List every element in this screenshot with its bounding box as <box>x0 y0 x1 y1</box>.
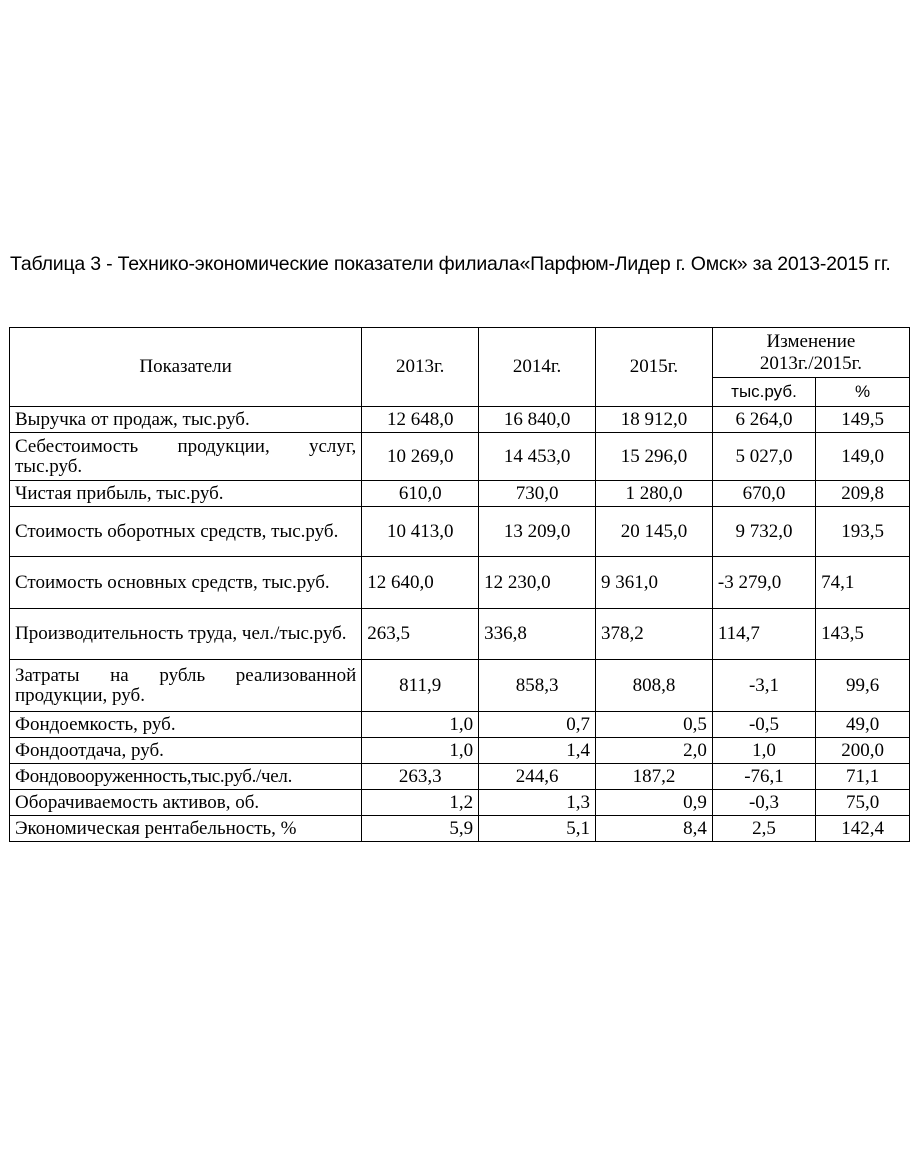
cell-change-pct: 74,1 <box>816 557 910 609</box>
table-row <box>10 507 910 557</box>
cell-2015: 8,4 <box>596 816 713 842</box>
cell-2014: 730,0 <box>479 481 596 507</box>
cell-change-abs: -3,1 <box>712 660 815 712</box>
cell-change-pct: 99,6 <box>816 660 910 712</box>
table-row <box>10 609 910 660</box>
cell-change-abs: -0,3 <box>712 790 815 816</box>
cell-2014: 1,4 <box>479 738 596 764</box>
row-name: Оборачиваемость активов, об. <box>10 790 362 816</box>
row-name: Чистая прибыль, тыс.руб. <box>10 481 362 507</box>
header-change-abs: тыс.руб. <box>712 378 815 407</box>
cell-2015: 0,5 <box>596 712 713 738</box>
cell-change-abs: -76,1 <box>712 764 815 790</box>
row-name: Себестоимость продукции, услуг, тыс.руб. <box>10 433 362 481</box>
cell-2015: 2,0 <box>596 738 713 764</box>
cell-2014: 1,3 <box>479 790 596 816</box>
cell-change-abs: 2,5 <box>712 816 815 842</box>
cell-2014: 0,7 <box>479 712 596 738</box>
cell-2015: 808,8 <box>596 660 713 712</box>
cell-2013: 263,5 <box>362 609 479 660</box>
cell-2013: 811,9 <box>362 660 479 712</box>
table-row <box>10 481 910 507</box>
cell-change-pct: 143,5 <box>816 609 910 660</box>
header-2014: 2014г. <box>479 328 596 407</box>
indicators-table <box>9 327 910 842</box>
cell-2014: 5,1 <box>479 816 596 842</box>
table-row <box>10 407 910 433</box>
cell-change-abs: -0,5 <box>712 712 815 738</box>
header-change-line1: Изменение <box>766 330 856 352</box>
row-name: Фондоемкость, руб. <box>10 712 362 738</box>
cell-2013: 12 640,0 <box>362 557 479 609</box>
cell-2013: 12 648,0 <box>362 407 479 433</box>
table-row <box>10 557 910 609</box>
cell-change-abs: 670,0 <box>712 481 815 507</box>
cell-2014: 858,3 <box>479 660 596 712</box>
table-row <box>10 790 910 816</box>
cell-2013: 610,0 <box>362 481 479 507</box>
row-name: Стоимость основных средств, тыс.руб. <box>10 557 362 609</box>
cell-2014: 12 230,0 <box>479 557 596 609</box>
cell-2015: 378,2 <box>596 609 713 660</box>
row-name: Выручка от продаж, тыс.руб. <box>10 407 362 433</box>
cell-change-abs: 1,0 <box>712 738 815 764</box>
header-2013: 2013г. <box>362 328 479 407</box>
cell-2013: 5,9 <box>362 816 479 842</box>
cell-change-pct: 142,4 <box>816 816 910 842</box>
cell-2013: 1,2 <box>362 790 479 816</box>
cell-change-abs: 5 027,0 <box>712 433 815 481</box>
cell-change-abs: 9 732,0 <box>712 507 815 557</box>
header-2015: 2015г. <box>596 328 713 407</box>
cell-2014: 16 840,0 <box>479 407 596 433</box>
cell-2015: 18 912,0 <box>596 407 713 433</box>
cell-2014: 14 453,0 <box>479 433 596 481</box>
cell-2015: 0,9 <box>596 790 713 816</box>
table-row <box>10 816 910 842</box>
cell-change-pct: 200,0 <box>816 738 910 764</box>
cell-change-abs: 6 264,0 <box>712 407 815 433</box>
cell-change-pct: 149,0 <box>816 433 910 481</box>
header-indicator: Показатели <box>10 328 362 407</box>
cell-change-pct: 149,5 <box>816 407 910 433</box>
cell-2015: 1 280,0 <box>596 481 713 507</box>
cell-2013: 1,0 <box>362 738 479 764</box>
cell-2013: 10 269,0 <box>362 433 479 481</box>
table-row <box>10 433 910 481</box>
cell-2013: 1,0 <box>362 712 479 738</box>
cell-2014: 13 209,0 <box>479 507 596 557</box>
row-name: Производительность труда, чел./тыс.руб. <box>10 609 362 660</box>
cell-change-pct: 75,0 <box>816 790 910 816</box>
row-name: Затраты на рубль реализованной продукции, руб. <box>10 660 362 712</box>
table-row <box>10 764 910 790</box>
cell-2014: 244,6 <box>479 764 596 790</box>
table-row <box>10 738 910 764</box>
cell-change-pct: 193,5 <box>816 507 910 557</box>
cell-change-pct: 209,8 <box>816 481 910 507</box>
cell-2015: 187,2 <box>596 764 713 790</box>
table-row <box>10 660 910 712</box>
row-name: Фондоотдача, руб. <box>10 738 362 764</box>
cell-2013: 10 413,0 <box>362 507 479 557</box>
cell-change-abs: 114,7 <box>712 609 815 660</box>
cell-2015: 9 361,0 <box>596 557 713 609</box>
cell-2013: 263,3 <box>362 764 479 790</box>
header-change <box>712 328 909 378</box>
cell-2014: 336,8 <box>479 609 596 660</box>
cell-change-pct: 49,0 <box>816 712 910 738</box>
table-row <box>10 712 910 738</box>
cell-change-pct: 71,1 <box>816 764 910 790</box>
cell-2015: 20 145,0 <box>596 507 713 557</box>
row-name: Экономическая рентабельность, % <box>10 816 362 842</box>
header-change-line2: 2013г./2015г. <box>759 352 862 374</box>
header-change-pct: % <box>816 378 910 407</box>
row-name: Стоимость оборотных средств, тыс.руб. <box>10 507 362 557</box>
row-name: Фондовооруженность,тыс.руб./чел. <box>10 764 362 790</box>
table-caption: Таблица 3 - Технико-экономические показатели филиала«Парфюм-Лидер г. Омск» за 2013-2015 гг. <box>10 253 891 275</box>
cell-change-abs: -3 279,0 <box>712 557 815 609</box>
cell-2015: 15 296,0 <box>596 433 713 481</box>
